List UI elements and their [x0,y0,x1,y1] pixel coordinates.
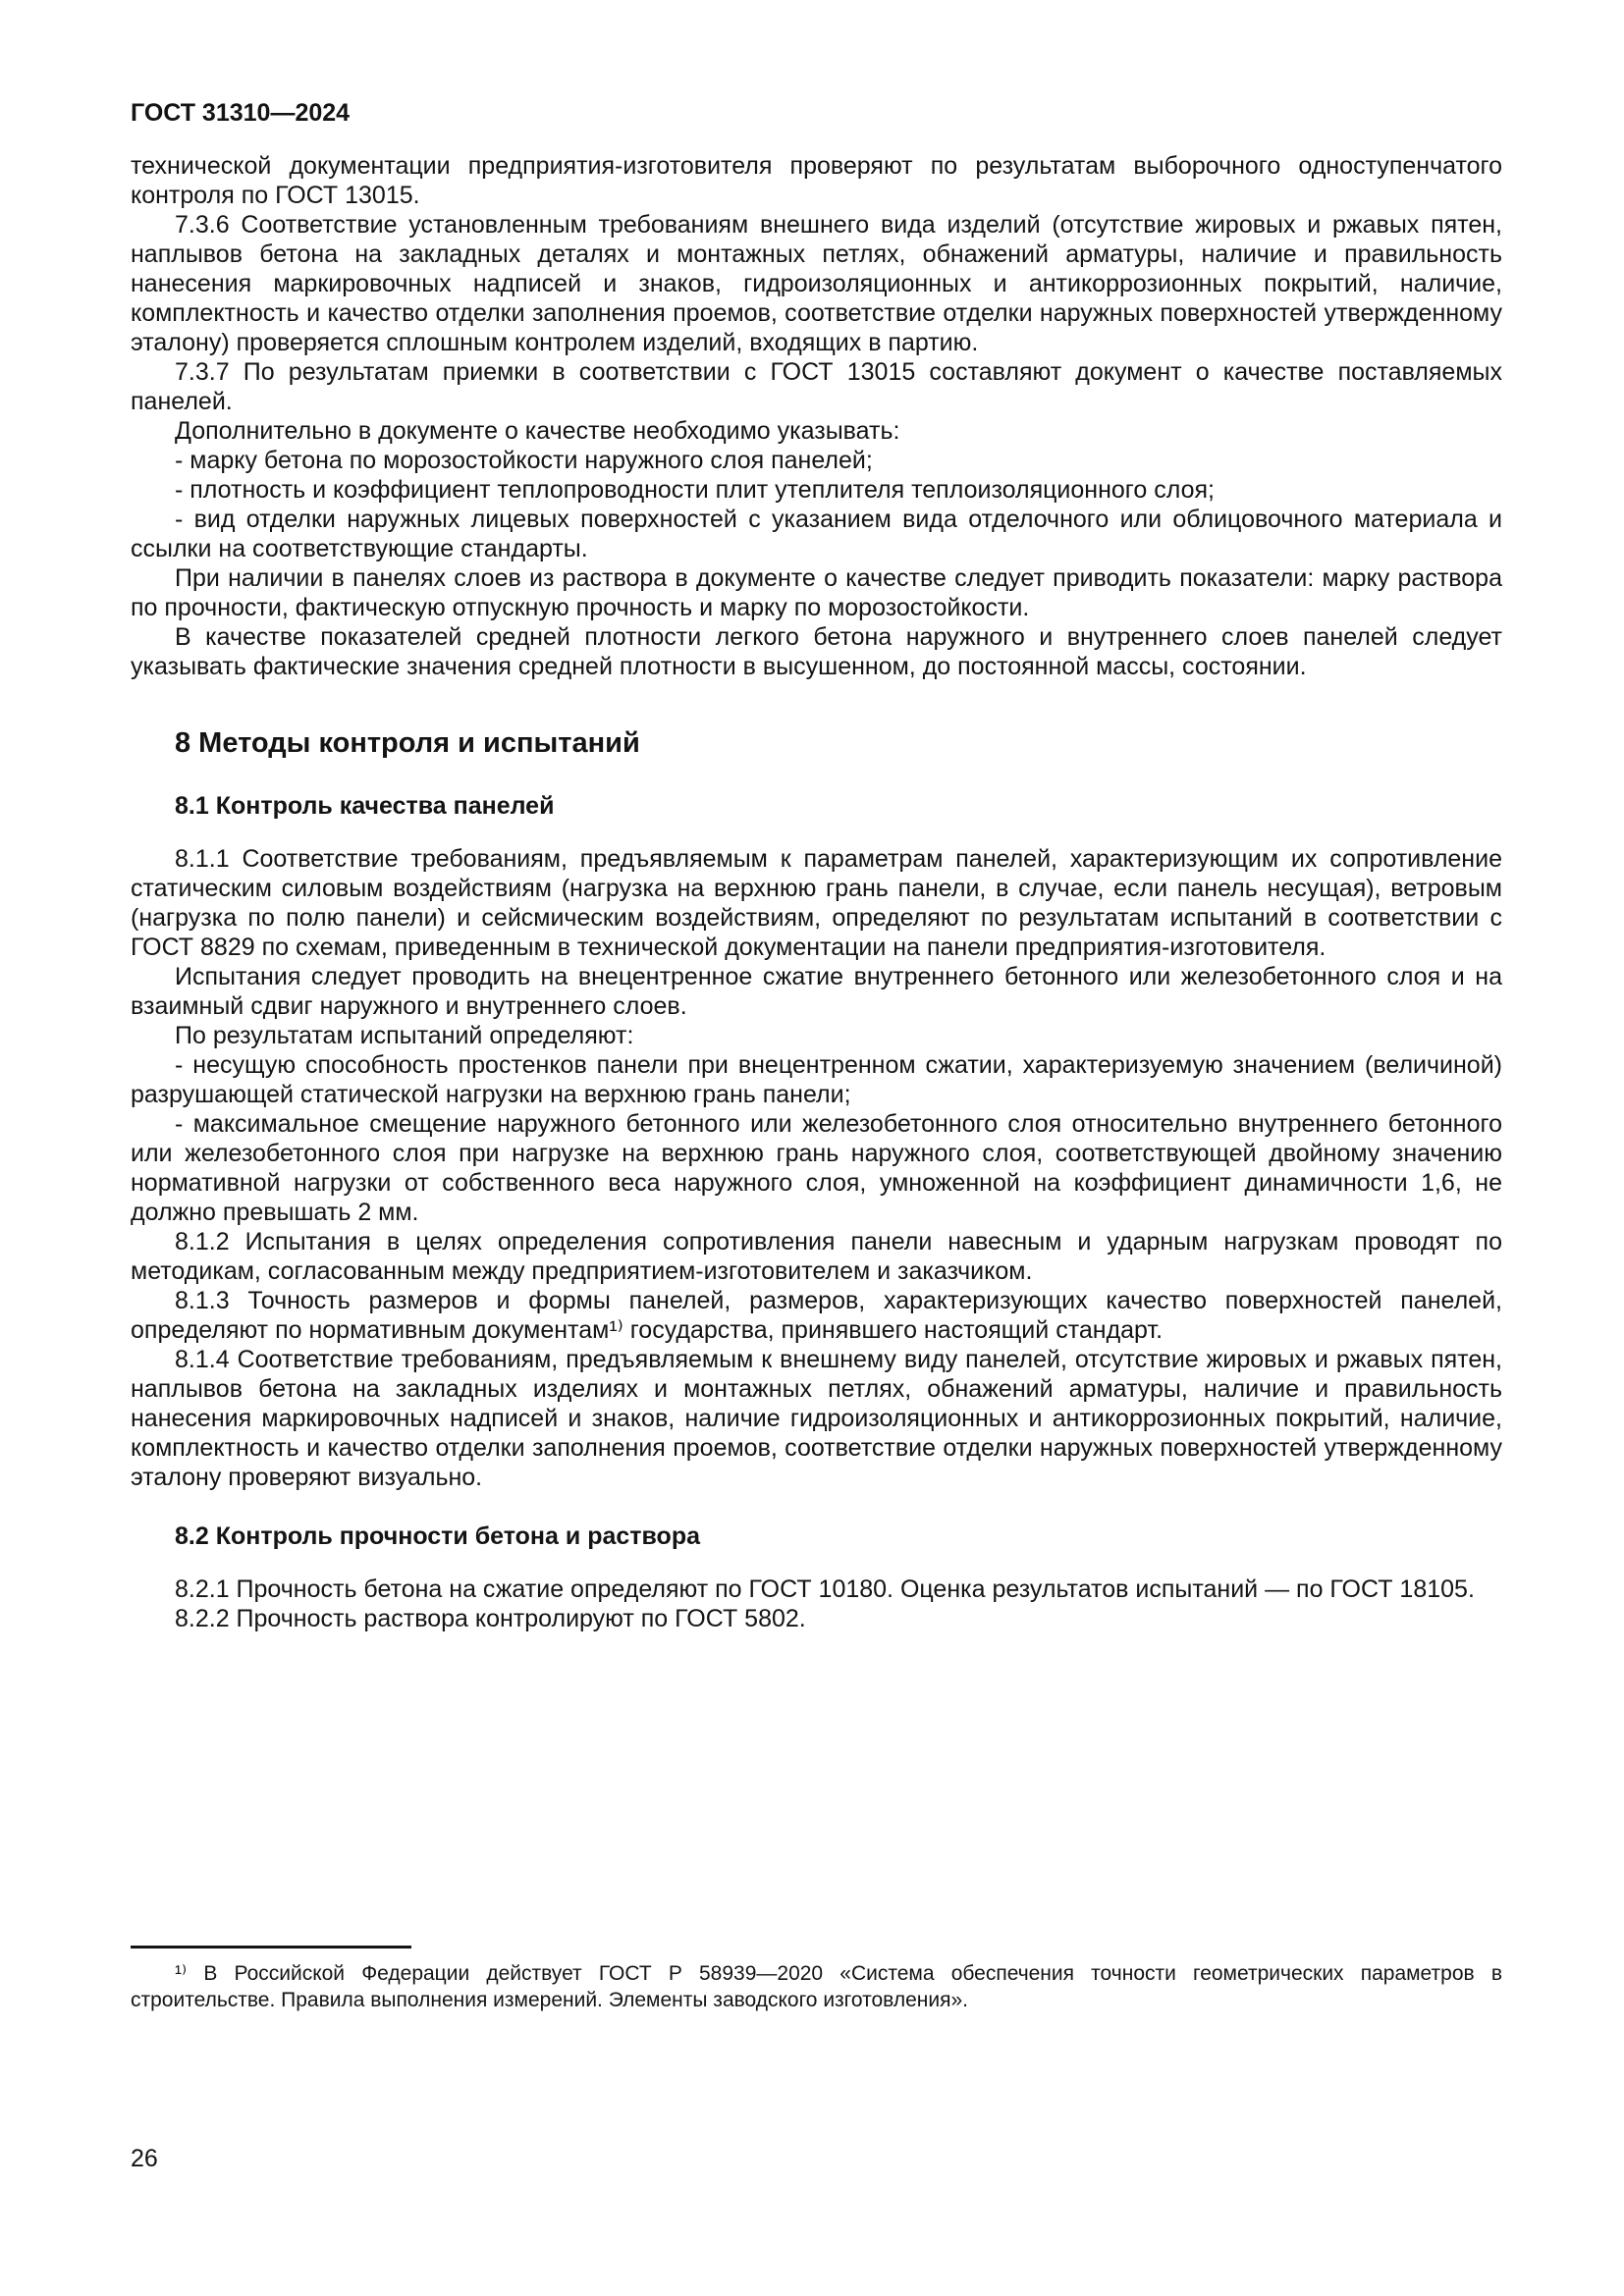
paragraph: 8.2.2 Прочность раствора контролируют по ГОСТ 5802. [175,1605,806,1632]
paragraph: В качестве показателей средней плотности легкого бетона наружного и внутреннего слоев панелей следует указывать фактические значения средней плотности в высушенном, до постоянной массы, состоянии. [131,623,1502,680]
doc-number: ГОСТ 31310—2024 [131,99,351,127]
list-item: - несущую способность простенков панели при внецентренном сжатии, характеризуемую значением (величиной) разрушающей статической нагрузки на верхнюю грань панели; [131,1051,1502,1108]
paragraph: 8.1.2 Испытания в целях определения сопротивления панели навесным и ударным нагрузкам проводят по методикам, согласованным между предприятием-изготовителем и заказчиком. [131,1228,1502,1285]
footnote-text: ¹⁾ В Российской Федерации действует ГОСТ Р 58939—2020 «Система обеспечения точности геометрических параметров в строительстве. Правила выполнения измерений. Элементы заводского изготовления». [131,1962,1502,2011]
list-item: - плотность и коэффициент теплопроводности плит утеплителя теплоизоляционного слоя; [175,476,1215,504]
paragraph: По результатам испытаний определяют: [175,1022,634,1049]
paragraph: Испытания следует проводить на внецентренное сжатие внутреннего бетонного или железобетонного слоя и на взаимный сдвиг наружного и внутреннего слоев. [131,963,1502,1020]
list-item: - вид отделки наружных лицевых поверхностей с указанием вида отделочного или облицовочного материала и ссылки на соответствующие стандарты. [131,506,1502,562]
subsection-heading: 8.2 Контроль прочности бетона и раствора [175,1522,700,1550]
subsection-heading: 8.1 Контроль качества панелей [175,792,555,820]
paragraph: 8.1.1 Соответствие требованиям, предъявляемым к параметрам панелей, характеризующим их сопротивление статическим силовым воздействиям (нагрузка на верхнюю грань панели, в случае, если панель несущая), ветровым (нагрузка по полю панели) и сейсмическим воздействиям, определяют по результатам испытаний в соответствии с ГОСТ 8829 по схемам, приведенным в технической документации на панели предприятия-изготовителя. [131,845,1502,961]
paragraph: технической документации предприятия-изготовителя проверяют по результатам выборочного одноступенчатого контроля по ГОСТ 13015. [131,152,1502,209]
paragraph: 8.2.1 Прочность бетона на сжатие определяют по ГОСТ 10180. Оценка результатов испытаний — по ГОСТ 18105. [175,1575,1475,1603]
footnote [131,1946,1502,2013]
list-item: - марку бетона по морозостойкости наружного слоя панелей; [175,447,873,474]
paragraph: Дополнительно в документе о качестве необходимо указывать: [175,417,900,445]
section-heading: 8 Методы контроля и испытаний [175,727,640,759]
paragraph: При наличии в панелях слоев из раствора в документе о качестве следует приводить показатели: марку раствора по прочности, фактическую отпускную прочность и марку по морозостойкости. [131,564,1502,621]
paragraph: 7.3.6 Соответствие установленным требованиям внешнего вида изделий (отсутствие жировых и ржавых пятен, наплывов бетона на закладных деталях и монтажных петлях, обнажений арматуры, наличие и правильность нанесения маркировочных надписей и знаков, гидроизоляционных и антикоррозионных покрытий, наличие, комплектность и качество отделки заполнения проемов, соответствие отделки наружных поверхностей утвержденному эталону) проверяется сплошным контролем изделий, входящих в партию. [131,211,1502,356]
footnote-divider [131,1946,411,1949]
paragraph: 7.3.7 По результатам приемки в соответствии с ГОСТ 13015 составляют документ о качестве поставляемых панелей. [131,358,1502,415]
paragraph: 8.1.4 Соответствие требованиям, предъявляемым к внешнему виду панелей, отсутствие жировых и ржавых пятен, наплывов бетона на закладных изделиях и монтажных петлях, обнажений арматуры, наличие и правильность нанесения маркировочных надписей и знаков, наличие гидроизоляционных и антикоррозионных покрытий, наличие, комплектность и качество отделки заполнения проемов, соответствие отделки наружных поверхностей утвержденному эталону проверяют визуально. [131,1346,1502,1491]
list-item: - максимальное смещение наружного бетонного или железобетонного слоя относительно внутреннего бетонного или железобетонного слоя при нагрузке на верхнюю грань наружного слоя, соответствующей двойному значению нормативной нагрузки от собственного веса наружного слоя, умноженной на коэффициент динамичности 1,6, не должно превышать 2 мм. [131,1110,1502,1226]
page-number: 26 [131,2145,158,2172]
paragraph: 8.1.3 Точность размеров и формы панелей, размеров, характеризующих качество поверхностей панелей, определяют по нормативным документам¹⁾ государства, принявшего настоящий стандарт. [131,1287,1502,1344]
